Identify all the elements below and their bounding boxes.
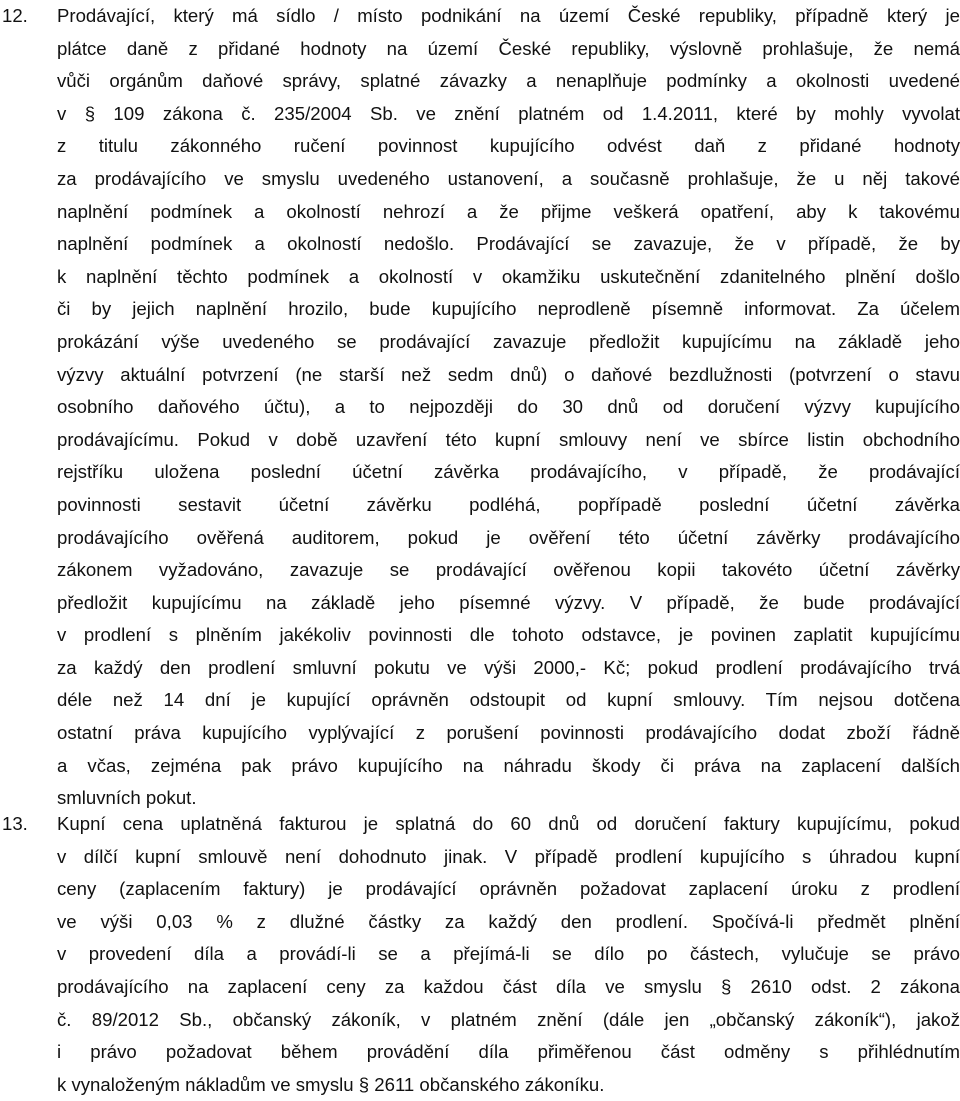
text-line: ve výši 0,03 % z dlužné částky za každý den prodlení. Spočívá-li předmět plnění bbox=[57, 910, 960, 932]
text-line: k vynaloženým nákladům ve smyslu § 2611 občanského zákoníku. bbox=[57, 1073, 605, 1095]
text-line: naplnění podmínek a okolností nedošlo. Prodávající se zavazuje, že v případě, že by bbox=[57, 233, 960, 255]
text-line: osobního daňového účtu), a to nejpozději do 30 dnů od doručení výzvy kupujícího bbox=[57, 396, 960, 418]
text-line: déle než 14 dní je kupující oprávněn odstoupit od kupní smlouvy. Tím nejsou dotčena bbox=[57, 689, 960, 711]
text-line: rejstříku uložena poslední účetní závěrka prodávajícího, v případě, že prodávající bbox=[57, 461, 960, 483]
text-line: či by jejich naplnění hrozilo, bude kupujícího neprodleně písemně informovat. Za účelem bbox=[57, 298, 960, 320]
text-line: výzvy aktuální potvrzení (ne starší než sedm dnů) o daňové bezdlužnosti (potvrzení o stavu bbox=[57, 363, 960, 385]
clause-number: 13. bbox=[2, 813, 28, 834]
text-line: z titulu zákonného ručení povinnost kupujícího odvést daň z přidané hodnoty bbox=[57, 135, 960, 157]
text-line: ostatní práva kupujícího vyplývající z porušení povinnosti prodávajícího dodat zboží řádně bbox=[57, 722, 960, 744]
text-line: v dílčí kupní smlouvě není dohodnuto jinak. V případě prodlení kupujícího s úhradou kupní bbox=[57, 845, 960, 867]
clause-text bbox=[57, 0, 960, 815]
text-line: smluvních pokut. bbox=[57, 787, 197, 809]
text-line: naplnění podmínek a okolností nehrozí a že přijme veškerá opatření, aby k takovému bbox=[57, 200, 960, 222]
text-line: ceny (zaplacením faktury) je prodávající oprávněn požadovat zaplacení úroku z prodlení bbox=[57, 878, 960, 900]
text-line: za prodávajícího ve smyslu uvedeného ustanovení, a současně prohlašuje, že u něj takové bbox=[57, 167, 960, 189]
text-line: prokázání výše uvedeného se prodávající zavazuje předložit kupujícímu na základě jeho bbox=[57, 330, 960, 352]
clause-text bbox=[57, 808, 960, 1101]
text-line: Kupní cena uplatněná fakturou je splatná do 60 dnů od doručení faktury kupujícímu, pokud bbox=[57, 813, 960, 834]
text-line: v prodlení s plněním jakékoliv povinnosti dle tohoto odstavce, je povinen zaplatit kupujícímu bbox=[57, 624, 960, 646]
text-line: za každý den prodlení smluvní pokutu ve výši 2000,- Kč; pokud prodlení prodávajícího trvá bbox=[57, 656, 960, 678]
text-line: prodávajícího ověřená auditorem, pokud je ověření této účetní závěrky prodávajícího bbox=[57, 526, 960, 548]
text-line: předložit kupujícímu na základě jeho písemné výzvy. V případě, že bude prodávající bbox=[57, 591, 960, 613]
text-line: i právo požadovat během provádění díla přiměřenou část odměny s přihlédnutím bbox=[57, 1041, 960, 1063]
clause-number: 12. bbox=[2, 5, 28, 26]
text-line: zákonem vyžadováno, zavazuje se prodávající ověřenou kopii takovéto účetní závěrky bbox=[57, 559, 960, 581]
text-line: prodávajícímu. Pokud v době uzavření této kupní smlouvy není ve sbírce listin obchodního bbox=[57, 428, 960, 450]
text-line: č. 89/2012 Sb., občanský zákoník, v platném znění (dále jen „občanský zákoník“), jakož bbox=[57, 1008, 960, 1030]
text-line: k naplnění těchto podmínek a okolností v okamžiku uskutečnění zdanitelného plnění došlo bbox=[57, 265, 960, 287]
text-line: povinnosti sestavit účetní závěrku podléhá, popřípadě poslední účetní závěrka bbox=[57, 493, 960, 515]
text-line: plátce daně z přidané hodnoty na území České republiky, výslovně prohlašuje, že nemá bbox=[57, 37, 960, 59]
text-line: Prodávající, který má sídlo / místo podnikání na území České republiky, případně který je bbox=[57, 5, 960, 26]
text-line: a včas, zejména pak právo kupujícího na náhradu škody či práva na zaplacení dalších bbox=[57, 754, 960, 776]
text-line: v § 109 zákona č. 235/2004 Sb. ve znění platném od 1.4.2011, které by mohly vyvolat bbox=[57, 102, 960, 124]
text-line: vůči orgánům daňové správy, splatné závazky a nenaplňuje podmínky a okolnosti uvedené bbox=[57, 70, 960, 92]
text-line: v provedení díla a provádí-li se a přejímá-li se dílo po částech, vylučuje se právo bbox=[57, 943, 960, 965]
text-line: prodávajícího na zaplacení ceny za každou část díla ve smyslu § 2610 odst. 2 zákona bbox=[57, 975, 960, 997]
